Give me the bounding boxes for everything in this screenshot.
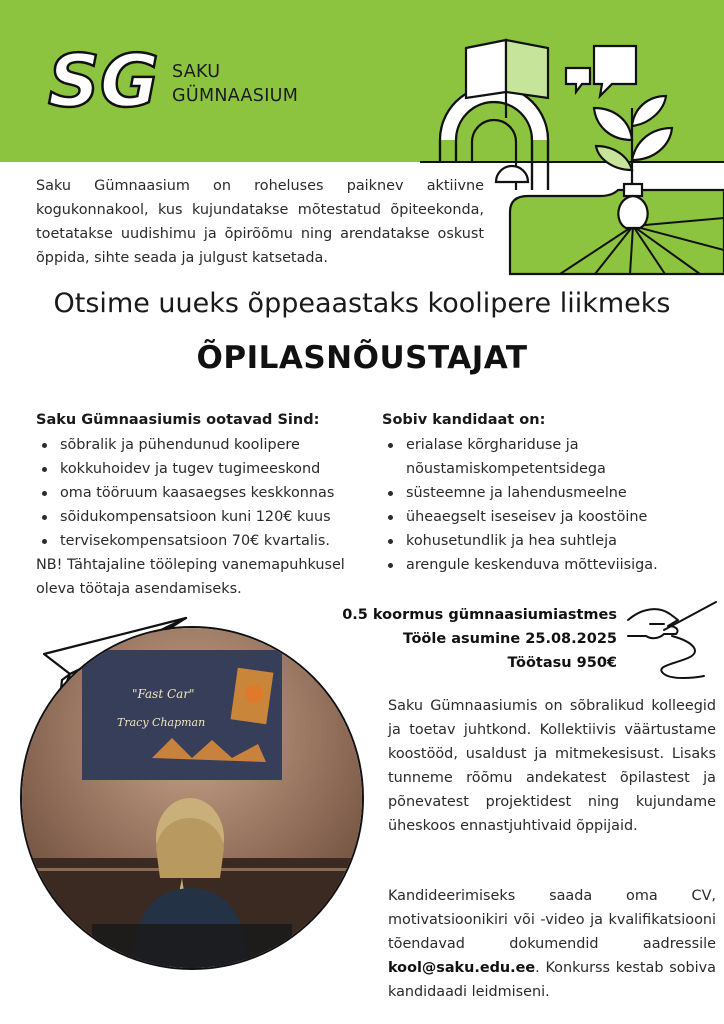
list-item: sõbralik ja pühendunud koolipere: [36, 433, 376, 457]
salary: Töötasu 950€: [507, 655, 617, 671]
list-item: süsteemne ja lahendusmeelne: [382, 481, 702, 505]
candidate-title: Sobiv kandidaat on:: [382, 412, 546, 428]
workload: 0.5 koormus gümnaasiumiastmes: [342, 607, 617, 623]
writing-hand-icon: [624, 596, 720, 688]
list-item: kokkuhoidev ja tugev tugimeeskond: [36, 457, 376, 481]
job-facts: [342, 603, 617, 675]
apply-text-after: . Konkurss kestab sobiva kandidaadi leidmiseni.: [388, 960, 716, 1000]
apply-text-before: Kandideerimiseks saada oma CV, motivatsioonikiri või -video ja kvalifikatsiooni tõendavad dokumendid aadressile: [388, 888, 716, 952]
school-name-line1: SAKU: [172, 62, 221, 82]
slide-title: "Fast Car": [132, 687, 195, 701]
offer-list: [36, 433, 376, 553]
list-item: sõidukompensatsioon kuni 120€ kuus: [36, 505, 376, 529]
intro-text: Saku Gümnaasium on roheluses paiknev aktiivne kogukonnakool, kus kujundatakse mõtestatud õpiteekonda, toetatakse uudishimu ja õpirõõmu ning arendatakse oskust õppida, sihte seada ja julgust katsetada.: [36, 178, 484, 266]
about-text: Saku Gümnaasiumis on sõbralikud kolleegid ja toetav juhtkond. Kollektiivis väärtustame koostööd, usaldust ja mitmekesisust. Lisaks tunneme rõõmu andekatest õpilastest ja põnevatest projektidest ning kujundame üheskoos ennastjuhtivaid õppijaid.: [388, 698, 716, 834]
svg-text:SG: SG: [48, 46, 159, 116]
saku-logo-icon: [46, 46, 162, 116]
list-item: erialase kõrghariduse ja nõustamiskompetentsidega: [382, 433, 702, 481]
presentation-photo: [20, 626, 364, 970]
school-name: [172, 60, 298, 108]
offer-title: Saku Gümnaasiumis ootavad Sind:: [36, 412, 320, 428]
email-link[interactable]: kool@saku.edu.ee: [388, 960, 536, 976]
headline: Otsime uueks õppeaastaks koolipere liikmeks: [53, 288, 671, 319]
apply-text: [388, 884, 716, 1004]
list-item: kohusetundlik ja hea suhtleja: [382, 529, 702, 553]
candidate-list: [382, 433, 702, 577]
slide-artist: Tracy Chapman: [117, 716, 206, 729]
school-name-line2: GÜMNAASIUM: [172, 86, 299, 106]
list-item: oma tööruum kaasaegses keskkonnas: [36, 481, 376, 505]
list-item: arengule keskenduva mõtteviisiga.: [382, 553, 702, 577]
contract-note: NB! Tähtajaline tööleping vanemapuhkusel oleva töötaja asendamiseks.: [36, 557, 345, 597]
position-title: ÕPILASNÕUSTAJAT: [196, 340, 528, 376]
list-item: tervisekompensatsioon 70€ kvartalis.: [36, 529, 376, 553]
classroom-scene: [22, 628, 362, 968]
start-date: Tööle asumine 25.08.2025: [402, 631, 617, 647]
list-item: üheaegselt iseseisev ja koostöine: [382, 505, 702, 529]
